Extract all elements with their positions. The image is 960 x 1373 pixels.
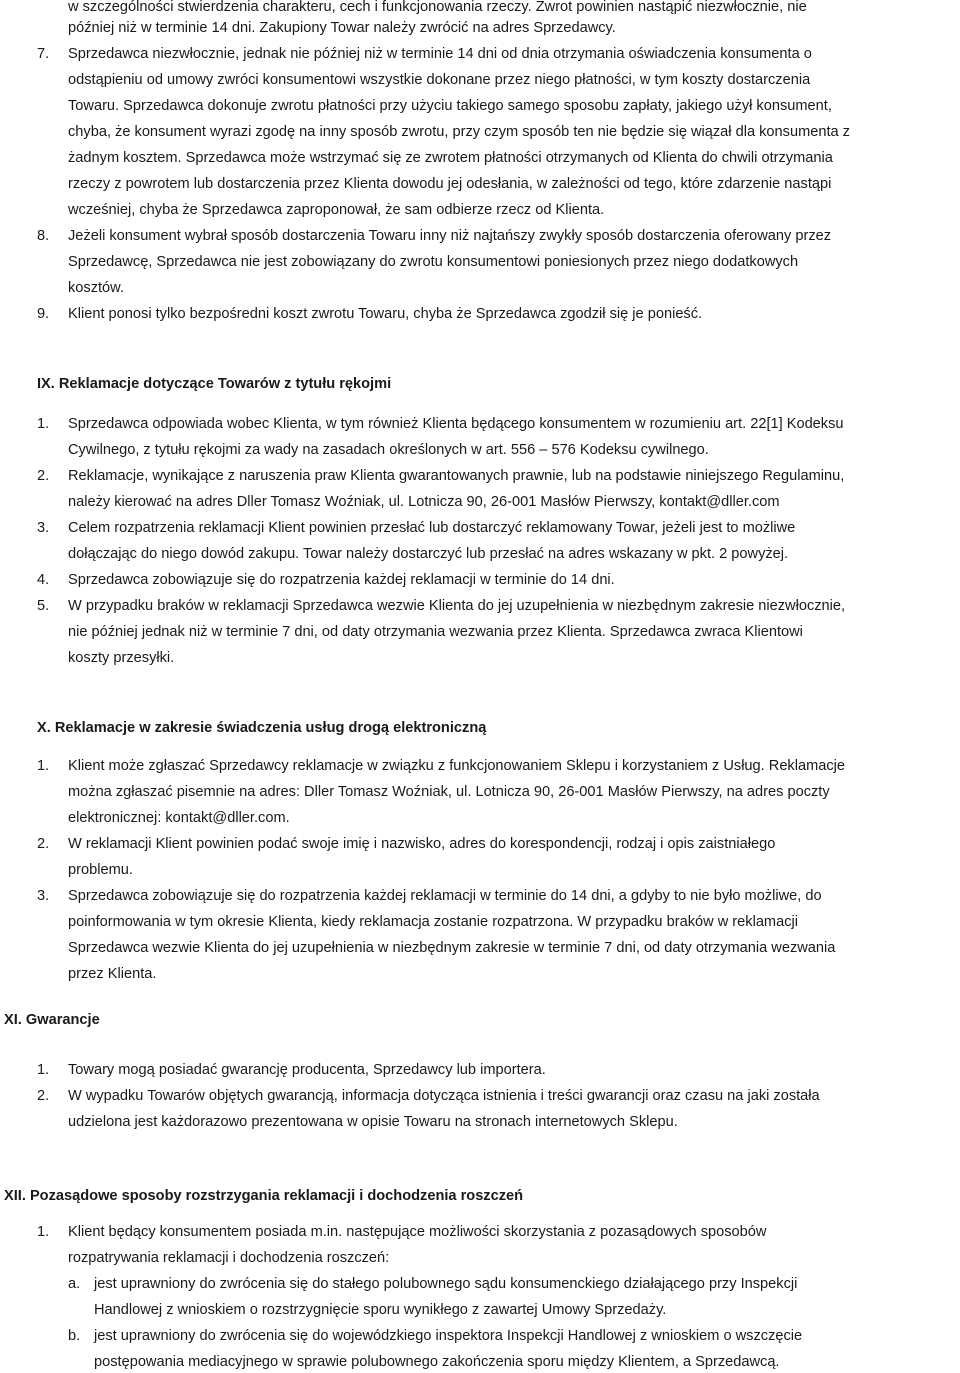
list-number: 1.: [37, 1224, 50, 1240]
list-number: 3.: [37, 888, 50, 904]
list-item-line: dołączając do niego dowód zakupu. Towar należy dostarczyć lub przesłać na adres wskazany w pkt. 2 powyżej.: [68, 546, 789, 562]
list-number: 7.: [37, 46, 50, 62]
list-item-line: Jeżeli konsument wybrał sposób dostarczenia Towaru inny niż najtańszy zwykły sposób dostarczenia oferowany przez: [68, 228, 832, 244]
list-item-line: elektronicznej: kontakt@dller.com.: [68, 810, 290, 826]
list-item-line: Klient będący konsumentem posiada m.in. następujące możliwości skorzystania z pozasądowych sposobów: [68, 1224, 767, 1240]
list-item-line: Klient ponosi tylko bezpośredni koszt zwrotu Towaru, chyba że Sprzedawca zgodził się je ponieść.: [68, 306, 703, 322]
list-item-line: Handlowej z wnioskiem o rozstrzygnięcie sporu wynikłego z zawartej Umowy Sprzedaży.: [94, 1302, 667, 1318]
list-item-line: jest uprawniony do zwrócenia się do wojewódzkiego inspektora Inspekcji Handlowej z wnioskiem o wszczęcie: [94, 1328, 803, 1344]
list-item-line: W przypadku braków w reklamacji Sprzedawca wezwie Klienta do jej uzupełnienia w niezbędnym zakresie niezwłocznie,: [68, 598, 846, 614]
list-item-line: nie później jednak niż w terminie 7 dni, od daty otrzymania wezwania przez Klienta. Sprzedawca zwraca Klientowi: [68, 624, 803, 640]
list-number: 1.: [37, 416, 50, 432]
section-heading: IX. Reklamacje dotyczące Towarów z tytułu rękojmi: [37, 376, 392, 392]
list-item-line: W reklamacji Klient powinien podać swoje imię i nazwisko, adres do korespondencji, rodzaj i opis zaistniałego: [68, 836, 776, 852]
list-item-line: chyba, że konsument wyrazi zgodę na inny sposób zwrotu, przy czym sposób ten nie będzie się wiązał dla konsumenta z: [68, 124, 850, 140]
list-item-line: Sprzedawca wezwie Klienta do jej uzupełnienia w niezbędnym zakresie w terminie 7 dni, od daty otrzymania wezwania: [68, 940, 836, 956]
list-item-line: rozpatrywania reklamacji i dochodzenia roszczeń:: [68, 1250, 390, 1266]
list-item-line: W wypadku Towarów objętych gwarancją, informacja dotycząca istnienia i treści gwarancji oraz czasu na jaki została: [68, 1088, 820, 1104]
section-heading: X. Reklamacje w zakresie świadczenia usług drogą elektroniczną: [37, 720, 487, 736]
list-item-line: problemu.: [68, 862, 133, 878]
list-item-line: rzeczy z powrotem lub dostarczenia przez Klienta dowodu jej odesłania, w zależności od tego, które zdarzenie nastąpi: [68, 176, 832, 192]
list-item-line: odstąpieniu od umowy zwróci konsumentowi wszystkie dokonane przez niego płatności, w tym koszty dostarczenia: [68, 72, 811, 88]
list-item-line: można zgłaszać pisemnie na adres: Dller Tomasz Woźniak, ul. Lotnicza 90, 26-001 Masłów Pierwszy, na adres poczty: [68, 784, 830, 800]
list-number: 9.: [37, 306, 50, 322]
list-item-line: Celem rozpatrzenia reklamacji Klient powinien przesłać lub dostarczyć reklamowany Towar, jeżeli jest to możliwe: [68, 520, 796, 536]
list-item-line: kosztów.: [68, 280, 124, 296]
list-item-line: Klient może zgłaszać Sprzedawcy reklamacje w związku z funkcjonowaniem Sklepu i korzystaniem z Usług. Reklamacje: [68, 758, 846, 774]
list-number: 4.: [37, 572, 50, 588]
list-letter: b.: [68, 1328, 81, 1344]
list-item-line: koszty przesyłki.: [68, 650, 175, 666]
list-item-line: jest uprawniony do zwrócenia się do stałego polubownego sądu konsumenckiego działającego przy Inspekcji: [94, 1276, 798, 1292]
list-item-line: wcześniej, chyba że Sprzedawca zaproponował, że sam odbierze rzecz od Klienta.: [68, 202, 605, 218]
paragraph-line: później niż w terminie 14 dni. Zakupiony Towar należy zwrócić na adres Sprzedawcy.: [68, 20, 616, 36]
list-item-line: Sprzedawca zobowiązuje się do rozpatrzenia każdej reklamacji w terminie do 14 dni.: [68, 572, 615, 588]
list-item-line: postępowania mediacyjnego w sprawie polubownego zakończenia sporu między Klientem, a Sprzedawcą.: [94, 1354, 780, 1370]
list-item-line: należy kierować na adres Dller Tomasz Woźniak, ul. Lotnicza 90, 26-001 Masłów Pierwszy, kontakt@dller.com: [68, 494, 780, 510]
list-item-line: poinformowania w tym okresie Klienta, kiedy reklamacja zostanie rozpatrzona. W przypadku braków w reklamacji: [68, 914, 798, 930]
list-number: 2.: [37, 1088, 50, 1104]
list-item-line: Sprzedawca niezwłocznie, jednak nie później niż w terminie 14 dni od dnia otrzymania oświadczenia konsumenta o: [68, 46, 812, 62]
section-heading: XI. Gwarancje: [4, 1012, 100, 1028]
list-item-line: Sprzedawca odpowiada wobec Klienta, w tym również Klienta będącego konsumentem w rozumieniu art. 22[1] Kodeksu: [68, 416, 844, 432]
list-number: 1.: [37, 1062, 50, 1078]
list-number: 2.: [37, 468, 50, 484]
section-heading: XII. Pozasądowe sposoby rozstrzygania reklamacji i dochodzenia roszczeń: [4, 1188, 524, 1204]
list-item-line: udzielona jest każdorazowo prezentowana w opisie Towaru na stronach internetowych Sklepu.: [68, 1114, 678, 1130]
list-item-line: żadnym kosztem. Sprzedawca może wstrzymać się ze zwrotem płatności otrzymanych od Klienta do chwili otrzymania: [68, 150, 833, 166]
list-letter: a.: [68, 1276, 81, 1292]
list-item-line: Towary mogą posiadać gwarancję producenta, Sprzedawcy lub importera.: [68, 1062, 546, 1078]
list-number: 8.: [37, 228, 50, 244]
list-item-line: Sprzedawcę, Sprzedawca nie jest zobowiązany do zwrotu konsumentowi poniesionych przez niego dodatkowych: [68, 254, 799, 270]
list-item-line: przez Klienta.: [68, 966, 157, 982]
list-item-line: Towaru. Sprzedawca dokonuje zwrotu płatności przy użyciu takiego samego sposobu zapłaty, jakiego użył konsument,: [68, 98, 832, 114]
list-item-line: Reklamacje, wynikające z naruszenia praw Klienta gwarantowanych prawnie, lub na podstawie niniejszego Regulaminu,: [68, 468, 845, 484]
list-number: 2.: [37, 836, 50, 852]
list-item-line: Cywilnego, z tytułu rękojmi za wady na zasadach określonych w art. 556 – 576 Kodeksu cywilnego.: [68, 442, 709, 458]
list-number: 1.: [37, 758, 50, 774]
list-item-line: Sprzedawca zobowiązuje się do rozpatrzenia każdej reklamacji w terminie do 14 dni, a gdyby to nie było możliwe, do: [68, 888, 822, 904]
list-number: 5.: [37, 598, 50, 614]
paragraph-line: w szczególności stwierdzenia charakteru, cech i funkcjonowania rzeczy. Zwrot powinien nastąpić niezwłocznie, nie: [68, 0, 807, 15]
list-number: 3.: [37, 520, 50, 536]
